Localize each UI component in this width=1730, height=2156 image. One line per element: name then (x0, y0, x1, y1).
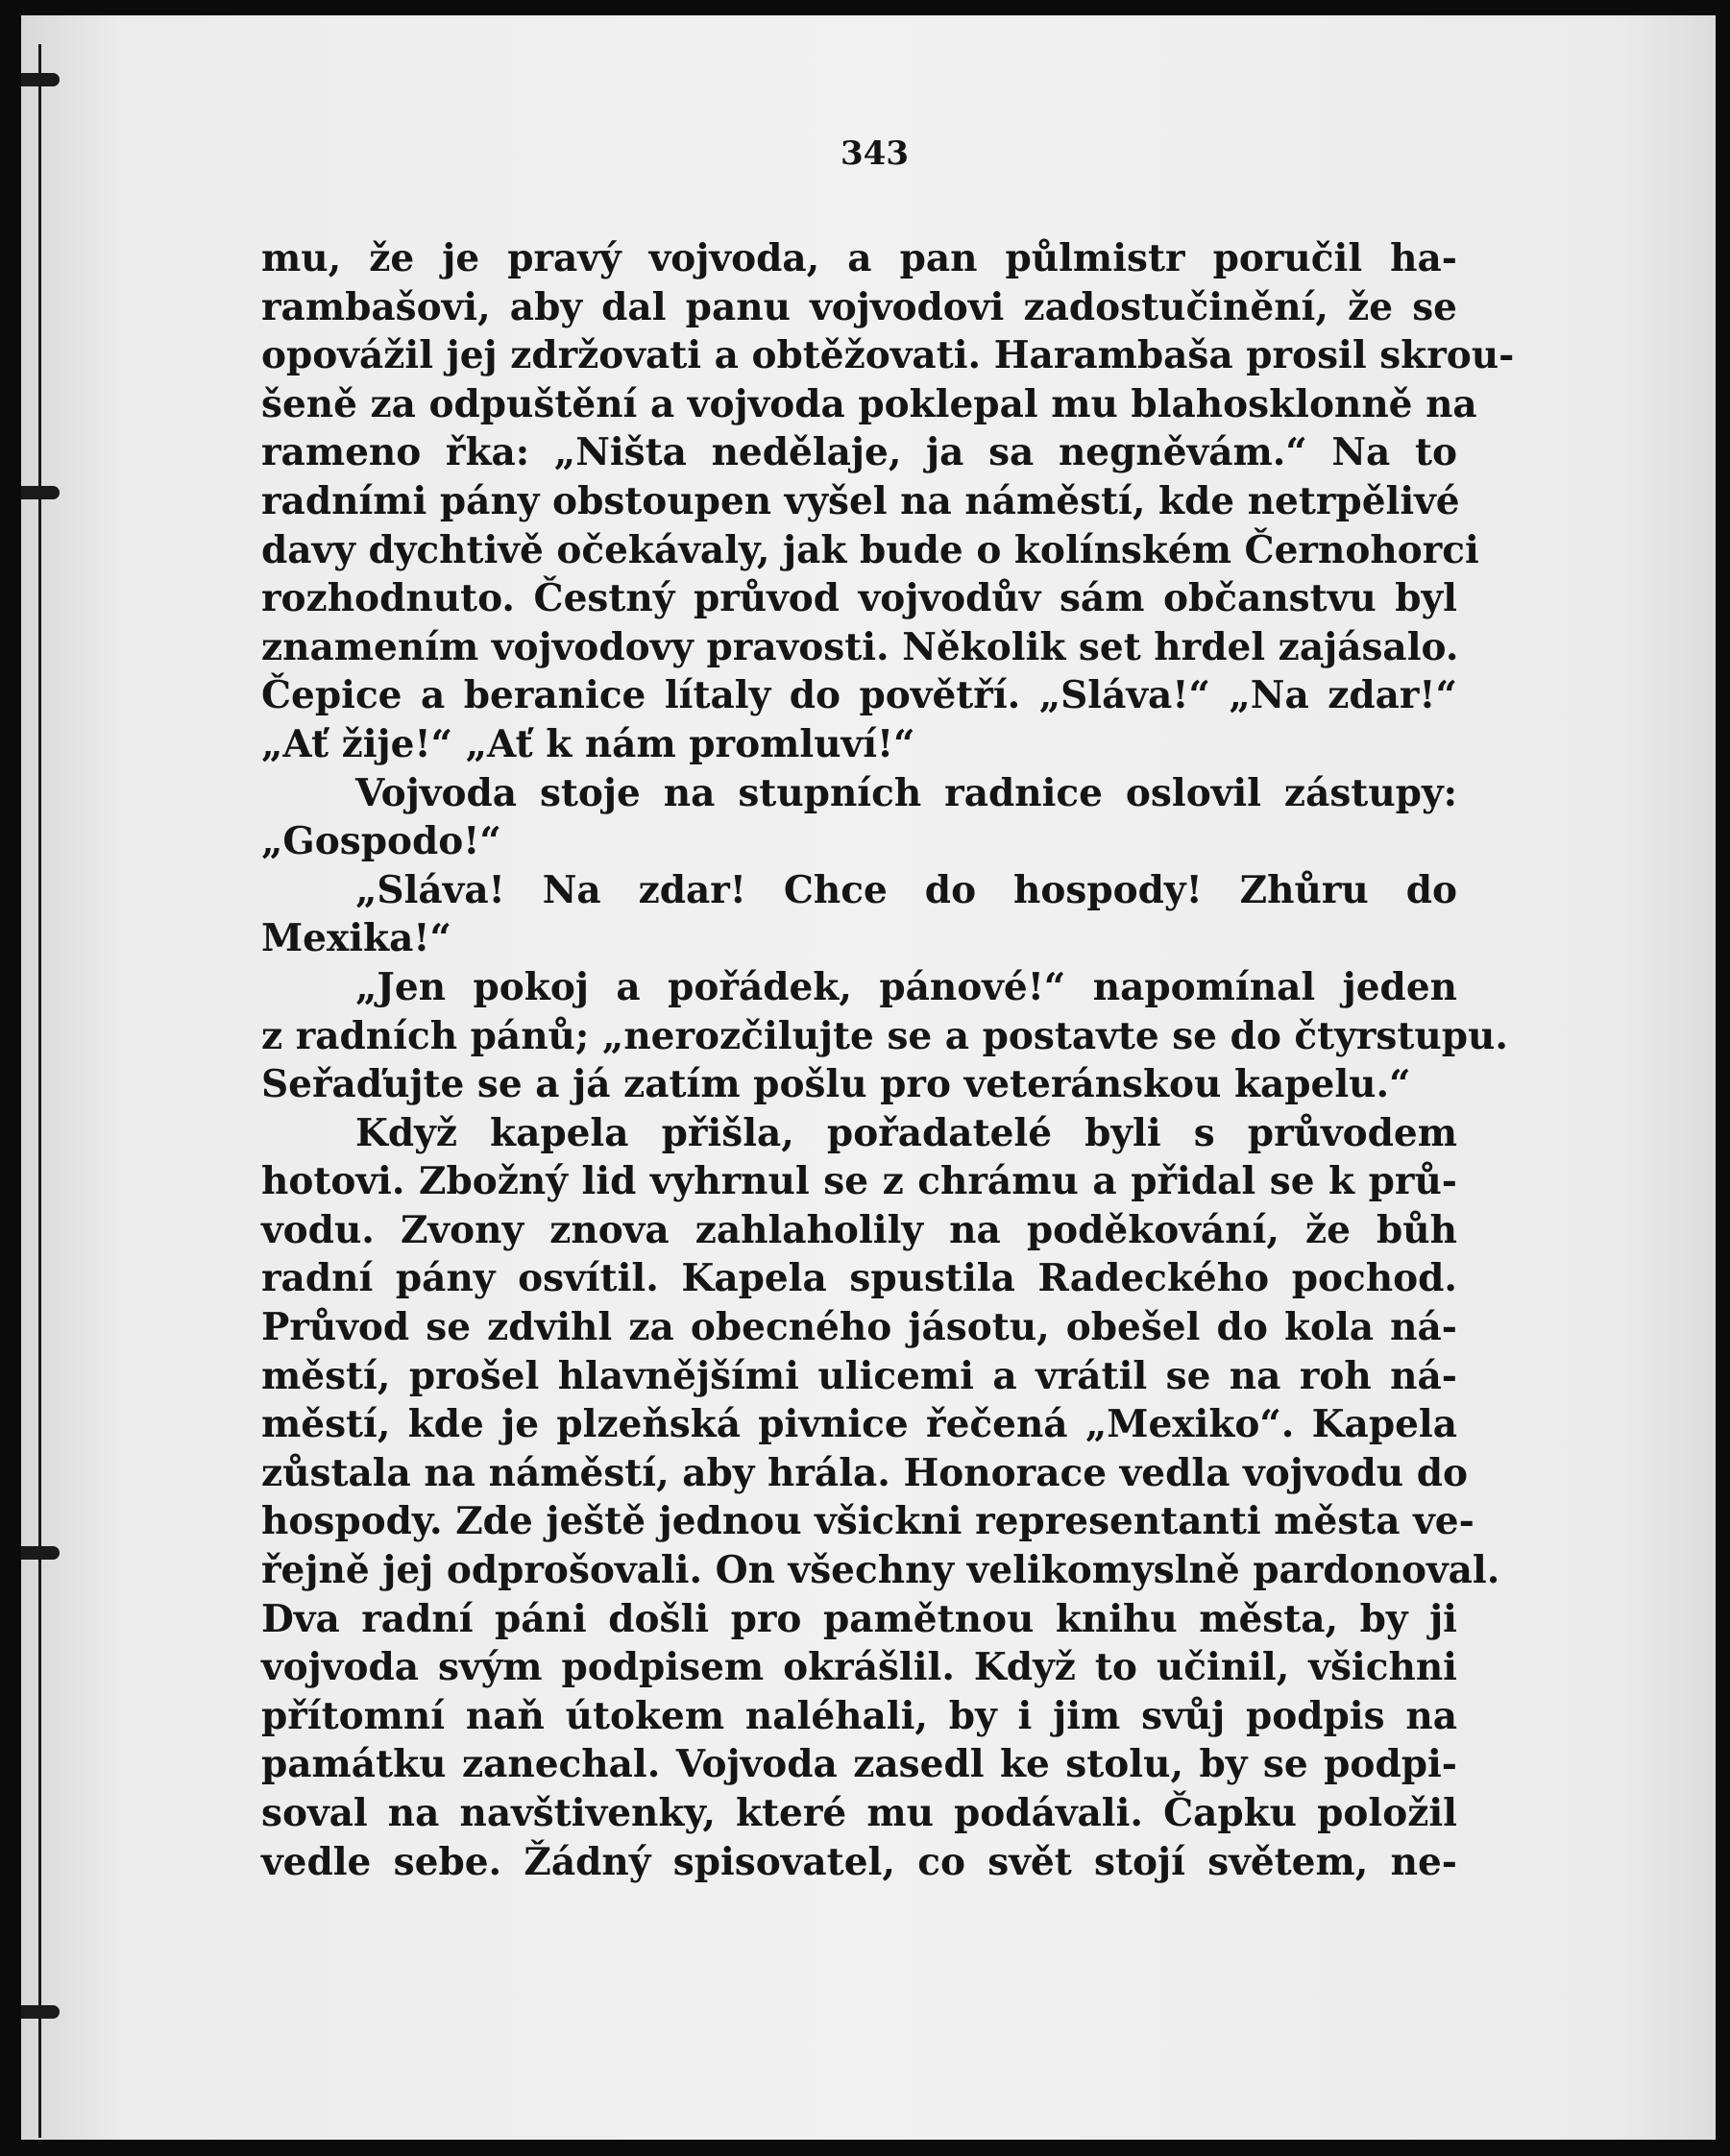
text-line: „Sláva! Na zdar! Chce do hospody! Zhůru do (355, 867, 1457, 912)
text-line: radními pány obstoupen vyšel na náměstí, kde netrpělivé (261, 478, 1460, 523)
binding-mark-middle (21, 1546, 60, 1560)
text-line: Průvod se zdvihl za obecného jásotu, obešel do kola ná- (261, 1305, 1457, 1350)
text-line: znamením vojvodovy pravosti. Několik set hrdel zajásalo. (261, 624, 1459, 669)
binding-mark-top (21, 73, 60, 86)
text-line: radní pány osvítil. Kapela spustila Radeckého pochod. (261, 1256, 1457, 1301)
binding-mark-upper (21, 486, 60, 499)
text-line: z radních pánů; „nerozčilujte se a postavte se do čtyrstupu. (261, 1013, 1508, 1058)
text-line: řejně jej odprošovali. On všechny velikomyslně pardonoval. (261, 1548, 1500, 1593)
text-line: vojvoda svým podpisem okrášlil. Když to učinil, všichni (261, 1645, 1457, 1690)
text-line: přítomní naň útokem naléhali, by i jim svůj podpis na (261, 1693, 1457, 1738)
text-line: mu, že je pravý vojvoda, a pan půlmistr poručil ha- (261, 236, 1457, 280)
text-line: městí, kde je plzeňská pivnice řečená „Mexiko“. Kapela (261, 1402, 1457, 1447)
text-line: davy dychtivě očekávaly, jak bude o kolínském Černohorci (261, 527, 1479, 572)
text-line: hotovi. Zbožný lid vyhrnul se z chrámu a přidal se k prů- (261, 1159, 1457, 1204)
page-number: 343 (841, 134, 909, 173)
text-line: hospody. Zde ještě jednou všickni representanti města ve- (261, 1499, 1474, 1544)
text-line: šeně za odpuštění a vojvoda poklepal mu blahosklonně na (261, 381, 1477, 426)
text-line: zůstala na náměstí, aby hrála. Honorace vedla vojvodu do (261, 1450, 1468, 1495)
text-line: Dva radní páni došli pro pamětnou knihu města, by ji (261, 1596, 1457, 1641)
text-line: vodu. Zvony znova zahlaholily na poděkování, že bůh (261, 1207, 1457, 1252)
text-line: vedle sebe. Žádný spisovatel, co svět stojí světem, ne- (261, 1839, 1457, 1884)
text-line: soval na navštivenky, které mu podávali. Čapku položil (261, 1791, 1457, 1835)
text-line: Když kapela přišla, pořadatelé byli s průvodem (355, 1110, 1457, 1155)
body-text (261, 234, 1515, 1886)
text-line: „Ať žije!“ „Ať k nám promluví!“ (261, 721, 915, 766)
text-line: Vojvoda stoje na stupních radnice oslovil zástupy: (355, 770, 1457, 815)
text-line: rozhodnuto. Čestný průvod vojvodův sám občanstvu byl (261, 576, 1457, 621)
text-line: opovážil jej zdržovati a obtěžovati. Harambaša prosil skrou- (261, 333, 1515, 378)
text-line: Čepice a beranice lítaly do povětří. „Sláva!“ „Na zdar!“ (261, 673, 1457, 718)
text-line: Seřaďujte se a já zatím pošlu pro veteránskou kapelu.“ (261, 1062, 1411, 1107)
text-line: památku zanechal. Vojvoda zasedl ke stolu, by se podpi- (261, 1742, 1457, 1787)
text-line: městí, prošel hlavnějšími ulicemi a vrátil se na roh ná- (261, 1353, 1457, 1398)
text-line: rambašovi, aby dal panu vojvodovi zadostučinění, že se (261, 284, 1457, 329)
binding-mark-bottom (21, 2005, 60, 2019)
text-line: Mexika!“ (261, 916, 451, 961)
text-line: „Jen pokoj a pořádek, pánové!“ napomínal jeden (355, 964, 1457, 1009)
page-binding-edge (38, 44, 41, 2138)
text-line: „Gospodo!“ (261, 819, 501, 864)
text-line: rameno řka: „Ništa nedělaje, ja sa negněvám.“ Na to (261, 430, 1457, 475)
